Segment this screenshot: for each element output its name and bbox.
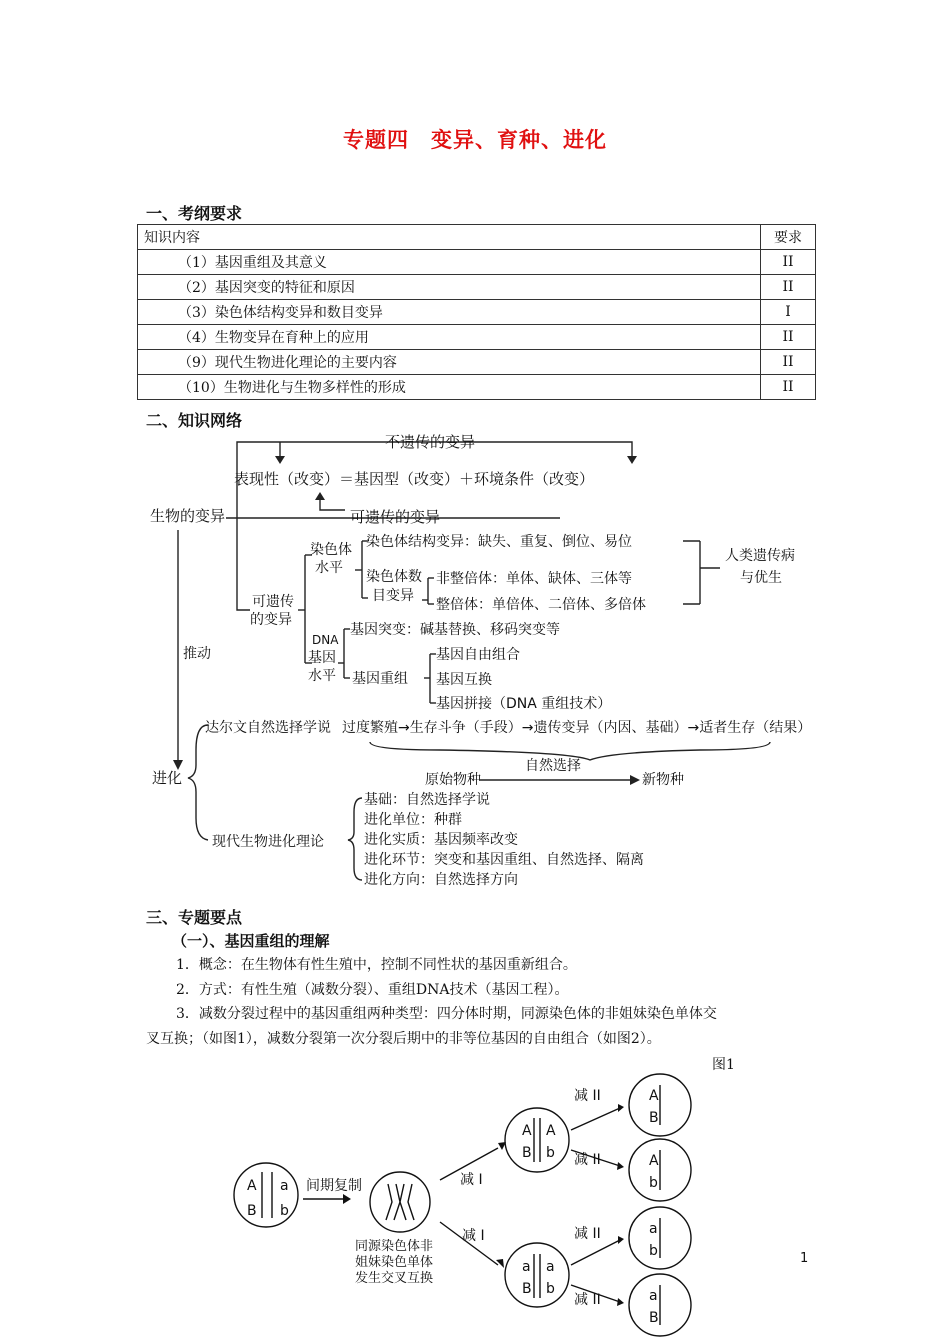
heritable-node: 的变异 xyxy=(250,612,292,628)
figure-caption: 同源染色体非 xyxy=(355,1239,434,1254)
root-variation: 生物的变异 xyxy=(150,507,226,525)
table-cell: II xyxy=(761,275,816,300)
gene-label: A xyxy=(522,1123,532,1139)
figure-label: 图1 xyxy=(712,1057,735,1073)
gene-label: a xyxy=(522,1259,531,1275)
figure-caption: 发生交叉互换 xyxy=(355,1271,434,1286)
table-row xyxy=(138,275,816,300)
chromosome-number-node: 染色体数 xyxy=(366,569,422,585)
crossing-over-node: 基因互换 xyxy=(436,672,492,688)
paragraph: 1．概念：在生物体有性生殖中，控制不同性状的基因重新组合。 xyxy=(176,957,577,973)
interphase-label: 间期复制 xyxy=(306,1178,362,1194)
meiosis-one-label: 减 I xyxy=(460,1172,483,1188)
aneuploid-node: 非整倍体：单体、缺体、三体等 xyxy=(436,571,632,587)
non-heritable-label: 不遗传的变异 xyxy=(385,433,476,451)
gene-label: B xyxy=(522,1281,532,1297)
gene-label: B xyxy=(649,1110,659,1126)
gene-label: B xyxy=(522,1145,532,1161)
modern-theory-item: 进化单位：种群 xyxy=(364,812,462,828)
section-heading-network: 二、知识网络 xyxy=(146,411,243,430)
table-cell: II xyxy=(761,325,816,350)
gene-label: b xyxy=(546,1281,555,1297)
table-cell: （1）基因重组及其意义 xyxy=(138,250,761,275)
meiosis-one-label: 减 I xyxy=(462,1228,485,1244)
gene-label: A xyxy=(649,1088,659,1104)
table-cell: II xyxy=(761,250,816,275)
original-species-node: 原始物种 xyxy=(425,772,481,788)
chromosome-level-node: 染色体 xyxy=(310,542,352,558)
header-level: 要求 xyxy=(761,225,816,250)
table-cell: （9）现代生物进化理论的主要内容 xyxy=(138,350,761,375)
gene-label: b xyxy=(546,1145,555,1161)
section-heading-requirements: 一、考纲要求 xyxy=(146,204,243,223)
subsection-heading: （一）、基因重组的理解 xyxy=(172,932,330,950)
modern-theory-item: 进化环节：突变和基因重组、自然选择、隔离 xyxy=(364,852,644,868)
chromosome-structure-node: 染色体结构变异：缺失、重复、倒位、易位 xyxy=(366,534,632,550)
table-row xyxy=(138,375,816,400)
heritable-label: 可遗传的变异 xyxy=(350,508,441,526)
paragraph: 3．减数分裂过程中的基因重组两种类型：四分体时期，同源染色体的非姐妹染色单体交 xyxy=(176,1006,717,1022)
table-cell: （3）染色体结构变异和数目变异 xyxy=(138,300,761,325)
human-genetics-node: 与优生 xyxy=(740,570,782,586)
modern-theory-item: 进化方向：自然选择方向 xyxy=(364,872,518,888)
free-combination-node: 基因自由组合 xyxy=(436,647,520,663)
page-number: 1 xyxy=(800,1251,809,1266)
meiosis-two-label: 减 II xyxy=(574,1152,601,1168)
new-species-node: 新物种 xyxy=(642,772,684,788)
gene-level-node: 基因 xyxy=(308,650,336,666)
human-genetics-node: 人类遗传病 xyxy=(725,548,795,564)
phenotype-formula: 表现性（改变）＝基因型（改变）＋环境条件（改变） xyxy=(234,470,595,488)
gene-label: b xyxy=(649,1175,658,1191)
figure-caption: 姐妹染色单体 xyxy=(355,1255,434,1270)
gene-label: A xyxy=(247,1178,257,1194)
table-row xyxy=(138,350,816,375)
modern-theory-item: 基础：自然选择学说 xyxy=(364,792,490,808)
natural-selection-label: 自然选择 xyxy=(525,758,581,774)
gene-label: a xyxy=(280,1178,289,1194)
gene-label: A xyxy=(546,1123,556,1139)
modern-theory-item: 进化实质：基因频率改变 xyxy=(364,832,518,848)
gene-label: b xyxy=(280,1203,289,1219)
table-cell: I xyxy=(761,300,816,325)
knowledge-network-diagram xyxy=(0,420,950,895)
header-content: 知识内容 xyxy=(138,225,761,250)
table-cell: II xyxy=(761,375,816,400)
gene-label: a xyxy=(649,1288,658,1304)
heritable-node: 可遗传 xyxy=(252,594,294,610)
push-label: 推动 xyxy=(183,646,211,662)
meiosis-two-label: 减 II xyxy=(574,1226,601,1242)
page-title: 专题四 变异、育种、进化 xyxy=(343,128,607,152)
table-row xyxy=(138,325,816,350)
gene-splicing-node: 基因拼接（DNA 重组技术） xyxy=(436,696,612,712)
table-cell: （2）基因突变的特征和原因 xyxy=(138,275,761,300)
gene-label: a xyxy=(546,1259,555,1275)
meiosis-two-label: 减 II xyxy=(574,1292,601,1308)
gene-label: B xyxy=(649,1310,659,1326)
darwin-chain-node: 过度繁殖→生存斗争（手段）→遗传变异（内因、基础）→适者生存（结果） xyxy=(342,720,812,736)
gene-label: B xyxy=(247,1203,257,1219)
modern-evolution-theory-node: 现代生物进化理论 xyxy=(212,834,324,850)
evolution-node: 进化 xyxy=(152,769,183,787)
gene-mutation-node: 基因突变：碱基替换、移码突变等 xyxy=(350,622,560,638)
gene-label: b xyxy=(649,1243,658,1259)
table-row xyxy=(138,250,816,275)
meiosis-two-label: 减 II xyxy=(574,1088,601,1104)
gene-level-node: DNA xyxy=(312,633,339,647)
gene-label: a xyxy=(649,1221,658,1237)
table-row xyxy=(138,300,816,325)
section-heading-key-points: 三、专题要点 xyxy=(146,908,243,927)
meiosis-figure xyxy=(0,1060,950,1344)
table-header-row xyxy=(138,225,816,250)
paragraph: 叉互换；（如图1），减数分裂第一次分裂后期中的非等位基因的自由组合（如图2）。 xyxy=(146,1031,661,1047)
requirements-table xyxy=(137,224,816,400)
gene-recombination-node: 基因重组 xyxy=(352,671,408,687)
gene-level-node: 水平 xyxy=(308,668,336,684)
chromosome-number-node: 目变异 xyxy=(372,588,414,604)
table-cell: （4）生物变异在育种上的应用 xyxy=(138,325,761,350)
chromosome-level-node: 水平 xyxy=(315,560,343,576)
table-cell: （10）生物进化与生物多样性的形成 xyxy=(138,375,761,400)
table-cell: II xyxy=(761,350,816,375)
paragraph: 2．方式：有性生殖（减数分裂）、重组DNA技术（基因工程）。 xyxy=(176,982,569,998)
gene-label: A xyxy=(649,1153,659,1169)
darwin-theory-node: 达尔文自然选择学说 xyxy=(205,720,331,736)
euploid-node: 整倍体：单倍体、二倍体、多倍体 xyxy=(436,597,646,613)
